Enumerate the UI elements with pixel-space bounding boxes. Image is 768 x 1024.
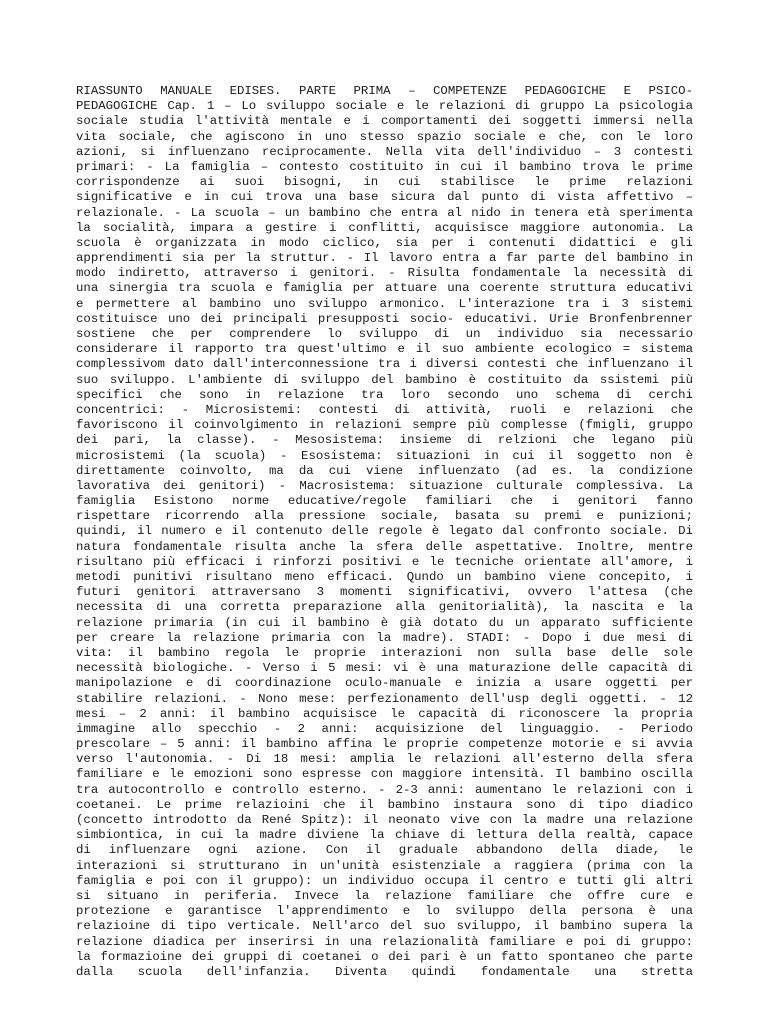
text-line: vita: il bambino regola le proprie interazioni non sulla base delle sole <box>76 645 693 660</box>
document-text <box>76 84 693 980</box>
text-line: favoriscono il coinvolgimento in relazioni sempre più complesse (fmigli, gruppo <box>76 418 693 433</box>
text-line: sociale studia l'attività mentale e i comportamenti dei soggetti immersi nella <box>76 114 693 129</box>
text-line: apprendimenti sia per la struttur. - Il lavoro entra a far parte del bambino in <box>76 251 693 266</box>
text-line: simbiontica, in cui la madre diviene la chiave di lettura della realtà, capace <box>76 828 693 843</box>
text-line: (concetto introdotto da René Spitz): il neonato vive con la madre una relazione <box>76 813 693 827</box>
text-line: interazioni si strutturano in un'unità esistenziale a raggiera (prima con la <box>76 858 693 873</box>
text-line: corrispondenze ai suoi bisogni, in cui stabilisce le prime relazioni <box>76 175 693 190</box>
text-line: metodi punitivi risultano meno efficaci. Qundo un bambino viene concepito, i <box>76 570 693 584</box>
text-line: futuri genitori attraversano 3 momenti significativi, ovvero l'attesa (che <box>76 585 693 600</box>
text-line: vita sociale, che agiscono in uno stesso spazio sociale e che, con le loro <box>76 129 693 144</box>
text-line: una sinergia tra scuola e famiglia per attuare una coerente struttura educativi <box>76 281 693 296</box>
text-line: protezione e garantisce l'apprendimento e lo sviluppo della persona è una <box>76 904 693 919</box>
text-line: azioni, si influenzano reciprocamente. Nella vita dell'individuo – 3 contesti <box>76 144 693 159</box>
text-line: per creare la relazione primaria con la madre). STADI: - Dopo i due mesi di <box>76 630 693 645</box>
text-line: PEDAGOGICHE Cap. 1 – Lo sviluppo sociale e le relazioni di gruppo La psicologia <box>76 99 693 114</box>
text-line: tra autocontrollo e controllo esterno. - 2-3 anni: aumentano le relazioni con i <box>76 782 693 797</box>
text-line: familiare e le emozioni sono espresse con maggiore intensità. Il bambino oscilla <box>76 767 693 782</box>
text-line: dei pari, la classe). - Mesosistema: insieme di relzioni che legano più <box>76 433 693 448</box>
text-line: dalla scuola dell'infanzia. Diventa quindi fondamentale una stretta <box>76 964 693 979</box>
text-line: primari: - La famiglia – contesto costituito in cui il bambino trova le prime <box>76 159 693 174</box>
text-line: significative e in cui trova una base sicura dal punto di vista affettivo – <box>76 190 693 205</box>
text-line: la socialità, impara a gestire i conflitti, acquisisce maggiore autonomia. La <box>76 220 693 235</box>
text-line: famiglia e poi con il gruppo): un individuo occupa il centro e tutti gli altri <box>76 873 693 888</box>
text-line: relazionale. - La scuola – un bambino che entra al nido in tenera età sperimenta <box>76 205 693 220</box>
text-line: necessita di una corretta preparazione alla genitorialità), la nascita e la <box>76 600 693 615</box>
text-line: quindi, il numero e il contenuto delle regole è legato dal confronto sociale. Di <box>76 524 693 539</box>
text-line: lavorativa dei genitori) - Macrosistema: situazione culturale complessiva. La <box>76 478 693 493</box>
text-line: sostiene che per comprendere lo sviluppo di un individuo sia necessario <box>76 327 693 341</box>
text-line: concentrici: - Microsistemi: contesti di attività, ruoli e relazioni che <box>76 402 693 417</box>
text-line: prescolare – 5 anni: il bambino affina le proprie competenze motorie e si avvia <box>76 737 693 752</box>
text-line: suo sviluppo. L'ambiente di sviluppo del bambino è costituito da ssistemi più <box>76 372 693 387</box>
text-line: manipolazione e di coordinazione oculo-manuale e inizia a usare oggetti per <box>76 676 693 691</box>
text-line: direttamente coinvolto, ma da cui viene influenzato (ad es. la condizione <box>76 463 693 478</box>
text-line: e permettere al bambino uno sviluppo armonico. L'interazione tra i 3 sistemi <box>76 296 693 311</box>
text-line: famiglia Esistono norme educative/regole familiari che i genitori fanno <box>76 494 693 509</box>
text-line: di influenzare ogni azione. Con il graduale abbandono della diade, le <box>76 843 693 858</box>
text-line: relazioine di tipo verticale. Nell'arco del suo sviluppo, il bambino supera la <box>76 919 693 934</box>
text-line: mesi – 2 anni: il bambino acquisisce le capacità di riconoscere la propria <box>76 706 693 721</box>
document-title-line: RIASSUNTO MANUALE EDISES. PARTE PRIMA – COMPETENZE PEDAGOGICHE E PSICO- <box>76 84 693 98</box>
text-line: costituisce uno dei principali presupposti socio- educativi. Urie Bronfenbrenner <box>76 311 693 326</box>
text-line: rispettare ricorrendo alla pressione sociale, basata su premi e punizioni; <box>76 509 693 524</box>
text-line: risultano più efficaci i rinforzi positivi e le tecniche orientate all'amore, i <box>76 554 693 569</box>
text-line: la formazioine dei gruppi di coetanei o dei pari è un fatto spontaneo che parte <box>76 949 693 964</box>
text-line: specifici che sono in relazione tra loro secondo uno schema di cerchi <box>76 387 693 402</box>
text-line: relazione diadica per inserirsi in una relazionalità familiare e poi di gruppo: <box>76 934 693 949</box>
text-line: stabilire relazioni. - Nono mese: perfezionamento dell'usp degli oggetti. - 12 <box>76 691 693 706</box>
text-line: verso l'autonomia. - Di 18 mesi: amplia le relazioni all'esterno della sfera <box>76 752 693 767</box>
text-line: relazione primaria (in cui il bambino è già dotato du un apparato sufficiente <box>76 615 693 630</box>
text-line: natura fondamentale risulta anche la sfera delle aspettative. Inoltre, mentre <box>76 539 693 554</box>
text-line: si situano in periferia. Invece la relazione familiare che offre cure e <box>76 888 693 903</box>
text-line: immagine allo specchio - 2 anni: acquisizione del linguaggio. - Periodo <box>76 721 693 736</box>
text-line: considerare il rapporto tra quest'ultimo e il suo ambiente ecologico = sistema <box>76 342 693 357</box>
text-line: modo indiretto, attraverso i genitori. - Risulta fondamentale la necessità di <box>76 266 693 281</box>
text-line: coetanei. Le prime relazioini che il bambino instaura sono di tipo diadico <box>76 797 693 812</box>
text-line: microsistemi (la scuola) - Esosistema: situazioni in cui il soggetto non è <box>76 448 693 463</box>
document-page <box>76 84 693 980</box>
text-line: scuola è organizzata in modo ciclico, sia per i contenuti didattici e gli <box>76 235 693 250</box>
text-line: complessivom dato dall'interconnessione tra i diversi contesti che influenzano il <box>76 357 693 372</box>
text-line: necessità biologiche. - Verso i 5 mesi: vi è una maturazione delle capacità di <box>76 661 693 676</box>
